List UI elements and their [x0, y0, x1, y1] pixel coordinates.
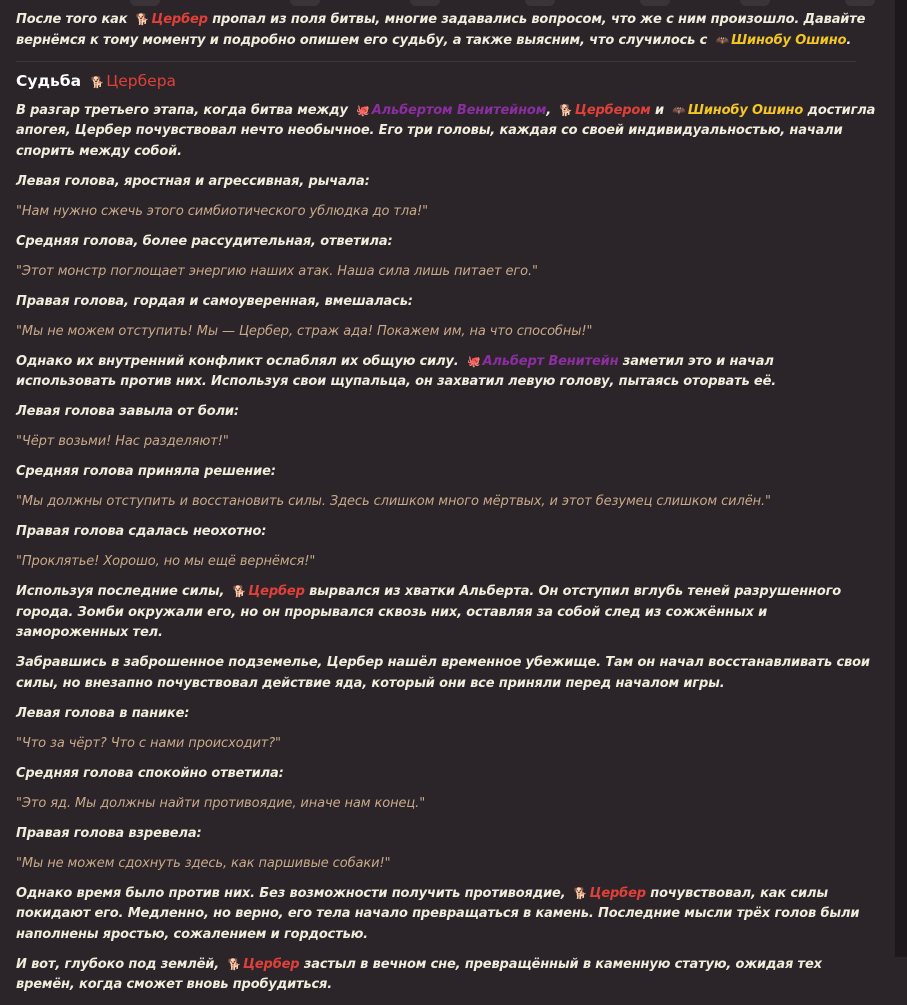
- intro-paragraph: [16, 10, 876, 51]
- quote: "Проклятье! Хорошо, но мы ещё вернёмся!": [16, 554, 316, 569]
- speaker-line: Средняя голова, более рассудительная, ответила:: [16, 233, 393, 249]
- paragraph: [16, 101, 876, 163]
- text-fragment: Используя последние силы,: [16, 584, 229, 599]
- text-fragment: Однако время было против них. Без возможности получить противоядие,: [16, 885, 570, 901]
- dog-icon: 🐕: [227, 957, 241, 971]
- text-fragment: .: [846, 32, 852, 48]
- paragraph: [16, 582, 876, 644]
- speaker-line: Левая голова в панике:: [16, 705, 190, 721]
- octopus-icon: 🐙: [356, 103, 370, 117]
- character-link-cerberus[interactable]: Цербер: [151, 12, 208, 27]
- dog-icon: 🐕: [135, 13, 150, 26]
- toolbar-tab: [740, 0, 770, 6]
- quote: "Этот монстр поглощает энергию наших атак. Наша сила лишь питает его.": [16, 263, 538, 279]
- quote: "Нам нужно сжечь этого симбиотического ублюдка до тла!": [16, 203, 428, 219]
- toolbar-tab: [290, 0, 320, 6]
- text-fragment: пропал из поля битвы, многие задавались вопросом, что же с ним произошло. Давайте вернёмся к тому моменту и подробно опишем его судьбу, а также выясним, что случилось с: [16, 12, 866, 48]
- speaker-line: Правая голова взревела:: [16, 825, 202, 841]
- heading-text: Судьба: [16, 71, 87, 90]
- speaker-line: Правая голова, гордая и самоуверенная, вмешалась:: [16, 293, 413, 309]
- octopus-icon: 🐙: [466, 354, 481, 368]
- text-fragment: ,: [546, 102, 556, 118]
- text-fragment: и: [650, 102, 669, 118]
- toolbar-tab: [845, 0, 875, 6]
- character-link-albert[interactable]: Альберт Венитейн: [482, 353, 619, 369]
- section-heading: [16, 70, 876, 94]
- article-content: [16, 10, 876, 1005]
- paragraph: [16, 955, 876, 996]
- bat-icon: 🦇: [715, 33, 730, 47]
- quote: "Мы должны отступить и восстановить силы. Здесь слишком много мёртвых, и этот безумец слишком силён.": [16, 494, 771, 509]
- speaker-line: Средняя голова приняла решение:: [16, 464, 276, 479]
- character-link-shinobu[interactable]: Шинобу Ошино: [731, 32, 847, 48]
- speaker-line: Средняя голова спокойно ответила:: [16, 765, 284, 781]
- text-fragment: И вот, глубоко под землёй,: [16, 956, 224, 972]
- character-link-cerberus[interactable]: Цербер: [589, 885, 646, 901]
- quote: "Мы не можем сдохнуть здесь, как паршивые собаки!": [16, 855, 391, 871]
- dog-icon: 🐕: [90, 75, 105, 89]
- scrollbar[interactable]: [895, 0, 907, 957]
- text-fragment: Однако их внутренний конфликт ослаблял их общую силу.: [16, 353, 463, 369]
- toolbar-tab: [130, 0, 160, 6]
- paragraph: Забравшись в заброшенное подземелье, Цербер нашёл временное убежище. Там он начал восстанавливать свои силы, но внезапно почувствовал действие яда, который они все приняли перед началом игры.: [16, 655, 870, 691]
- paragraph: [16, 352, 876, 393]
- text-fragment: заметил это и начал использовать против них. Используя свои щупальца, он захватил левую голову, пытаясь оторвать её.: [16, 353, 777, 389]
- character-link-cerberus[interactable]: Цербером: [574, 102, 651, 118]
- character-link-albert[interactable]: Альбертом Венитейном: [371, 102, 547, 118]
- toolbar-tab: [525, 0, 555, 6]
- dog-icon: 🐕: [573, 886, 588, 900]
- text-fragment: вырвался из хватки Альберта. Он отступил вглубь теней разрушенного города. Зомби окружали его, но он прорывался сквозь них, оставляя за собой след из сожжённых и замороженных тел.: [16, 584, 842, 640]
- dog-icon: 🐕: [232, 585, 247, 598]
- dog-icon: 🐕: [559, 103, 573, 117]
- speaker-line: Левая голова завыла от боли:: [16, 404, 239, 419]
- character-link-shinobu[interactable]: Шинобу Ошино: [687, 102, 804, 118]
- quote: "Это яд. Мы должны найти противоядие, иначе нам конец.": [16, 795, 426, 811]
- quote: "Чёрт возьми! Нас разделяют!": [16, 434, 229, 449]
- quote: "Что за чёрт? Что с нами происходит?": [16, 735, 281, 751]
- speaker-line: Левая голова, яростная и агрессивная, рычала:: [16, 173, 370, 189]
- quote: "Мы не можем отступить! Мы — Цербер, страж ада! Покажем им, на что способны!": [16, 323, 593, 339]
- bat-icon: 🦇: [672, 103, 686, 117]
- speaker-line: Правая голова сдалась неохотно:: [16, 524, 267, 539]
- text-fragment: После того как: [16, 12, 132, 27]
- character-link-cerberus[interactable]: Цербера: [106, 71, 177, 90]
- text-fragment: почувствовал, как силы покидают его. Медленно, но верно, его тела начало превращаться в камень. Последние мысли трёх голов были наполнены яростью, сожалением и гордостью.: [16, 885, 860, 942]
- toolbar-tab: [640, 0, 670, 6]
- character-link-cerberus[interactable]: Цербер: [248, 584, 305, 599]
- toolbar-tab: [410, 0, 440, 6]
- top-toolbar-strip: [0, 0, 895, 8]
- paragraph: [16, 884, 876, 946]
- character-link-cerberus[interactable]: Цербер: [242, 956, 300, 972]
- text-fragment: достигла апогея, Цербер почувствовал нечто необычное. Его три головы, каждая со своей индивидуальностью, начали спорить между собой.: [16, 102, 876, 159]
- text-fragment: В разгар третьего этапа, когда битва между: [16, 102, 353, 118]
- text-fragment: застыл в вечном сне, превращённый в каменную статую, ожидая тех времён, когда сможет вновь пробудиться.: [16, 956, 822, 992]
- divider: [16, 61, 856, 62]
